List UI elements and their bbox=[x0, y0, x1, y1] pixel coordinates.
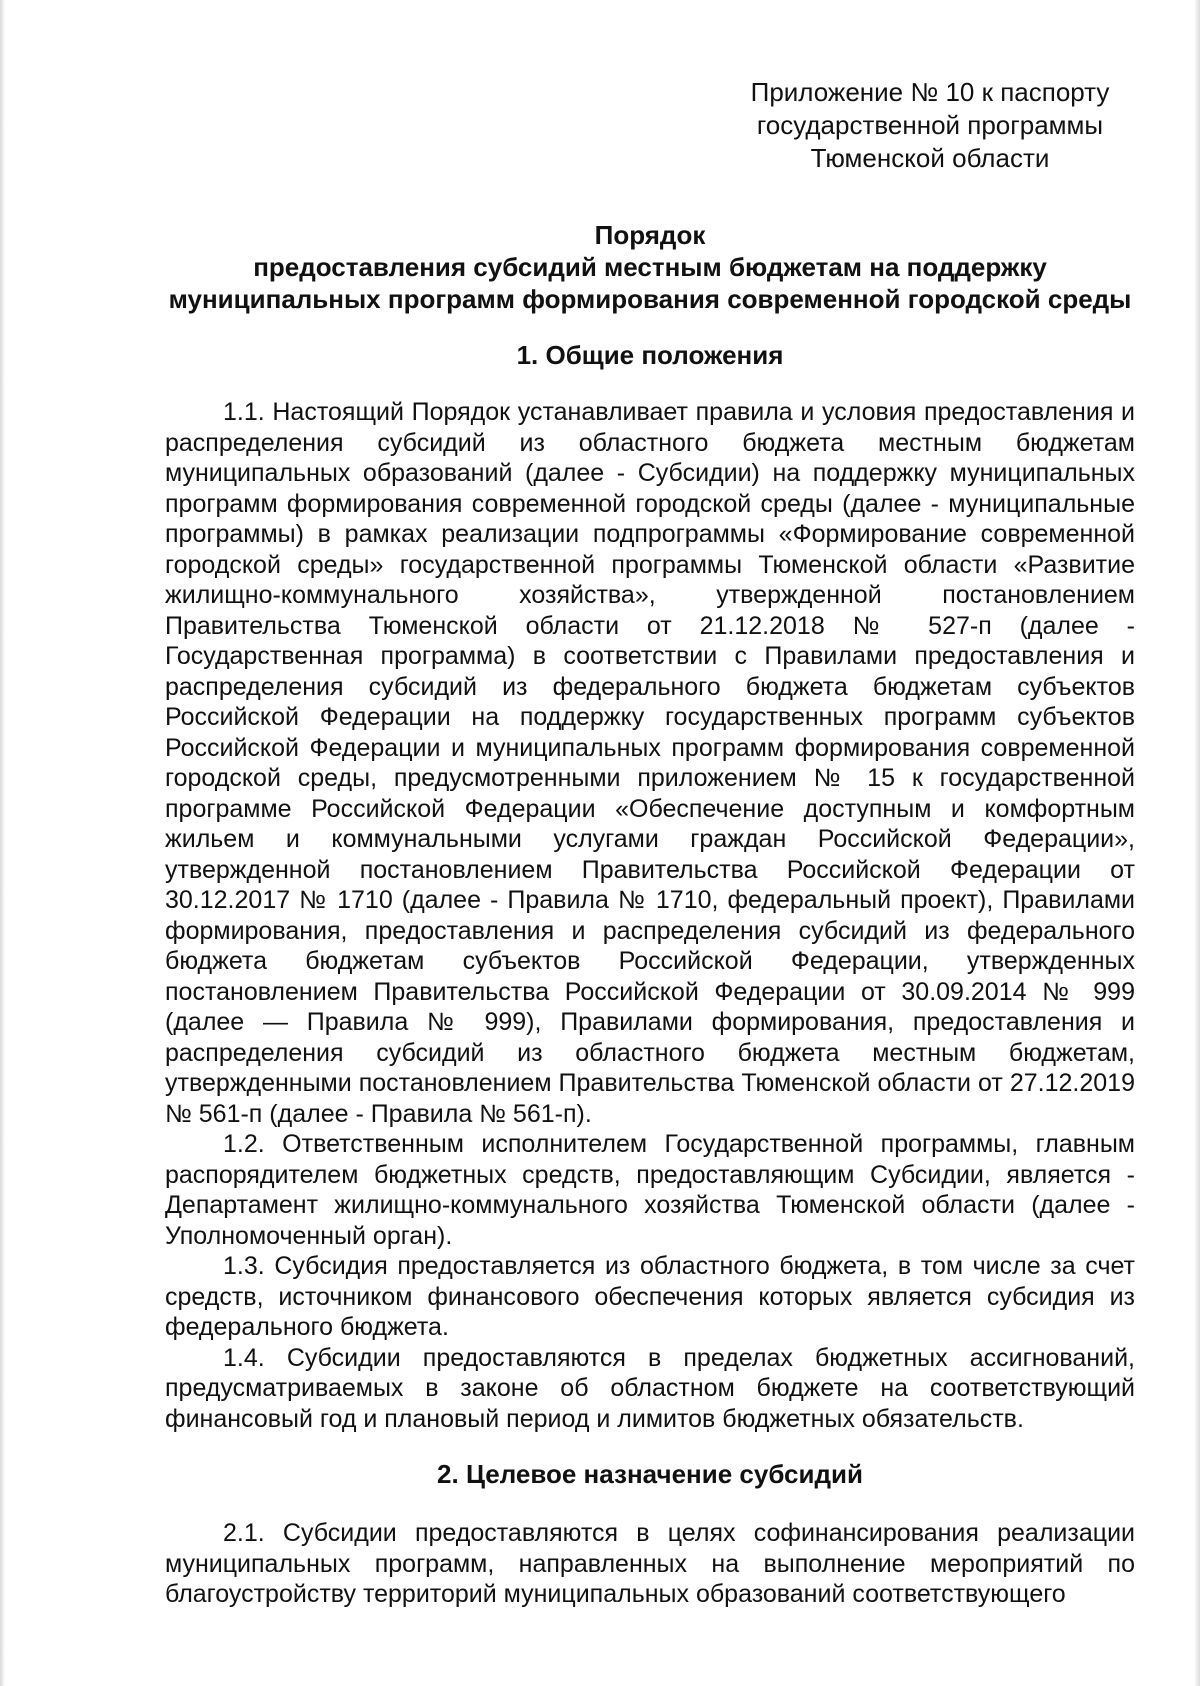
document-content bbox=[165, 76, 1135, 1610]
paragraph-2-1: 2.1. Субсидии предоставляются в целях софинансирования реализации муниципальных программ, направленных на выполнение мероприятий по благоустройству территорий муниципальных образований соответствующего bbox=[165, 1519, 1135, 1608]
section-body bbox=[165, 397, 1135, 1434]
document-title bbox=[165, 219, 1135, 315]
appendix-note bbox=[725, 76, 1135, 175]
appendix-line: государственной программы bbox=[756, 110, 1104, 140]
appendix-line: Приложение № 10 к паспорту bbox=[750, 77, 1110, 107]
title-line: муниципальных программ формирования современной городской среды bbox=[168, 284, 1132, 314]
paragraph-1-1: 1.1. Настоящий Порядок устанавливает правила и условия предоставления и распределения субсидий из областного бюджета местным бюджетам муниципальных образований (далее - Субсидии) на поддержку муниципальных программ формирования современной городской среды (далее - муниципальные программы) в рамках реализации подпрограммы «Формирование современной городской среды» государственной программы Тюменской области «Развитие жилищно-коммунального хозяйства», утвержденной постановлением Правительства Тюменской области от 21.12.2018 № 527-п (далее - Государственная программа) в соответствии с Правилами предоставления и распределения субсидий из федерального бюджета бюджетам субъектов Российской Федерации на поддержку государственных программ субъектов Российской Федерации и муниципальных программ формирования современной городской среды, предусмотренными приложением № 15 к государственной программе Российской Федерации «Обеспечение доступным и комфортным жильем и коммунальными услугами граждан Российской Федерации», утвержденной постановлением Правительства Российской Федерации от 30.12.2017 № 1710 (далее - Правила № 1710, федеральный проект), Правилами формирования, предоставления и распределения субсидий из федерального бюджета бюджетам субъектов Российской Федерации, утвержденных постановлением Правительства Российской Федерации от 30.09.2014 № 999 (далее — Правила № 999), Правилами формирования, предоставления и распределения субсидий из областного бюджета местным бюджетам, утвержденными постановлением Правительства Тюменской области от 27.12.2019 № 561-п (далее - Правила № 561-п). bbox=[165, 398, 1135, 1128]
scan-edge-left bbox=[0, 0, 5, 1686]
section-general-provisions bbox=[165, 339, 1135, 1434]
section-body bbox=[165, 1518, 1135, 1610]
paragraph-1-4: 1.4. Субсидии предоставляются в пределах бюджетных ассигнований, предусматриваемых в законе об областном бюджете на соответствующий финансовый год и плановый период и лимитов бюджетных обязательств. bbox=[165, 1343, 1135, 1433]
section-heading: 2. Целевое назначение субсидий bbox=[437, 1459, 863, 1489]
paragraph-1-3: 1.3. Субсидия предоставляется из областного бюджета, в том числе за счет средств, источником финансового обеспечения которых является субсидия из федерального бюджета. bbox=[165, 1252, 1135, 1341]
scan-edge-right bbox=[1194, 0, 1200, 1686]
section-subsidy-purpose bbox=[165, 1458, 1135, 1610]
title-line: предоставления субсидий местным бюджетам на поддержку bbox=[253, 252, 1047, 282]
appendix-line: Тюменской области bbox=[810, 143, 1050, 173]
paragraph-1-2: 1.2. Ответственным исполнителем Государственной программы, главным распорядителем бюджетных средств, предоставляющим Субсидии, является - Департамент жилищно-коммунального хозяйства Тюменской области (далее - Уполномоченный орган). bbox=[165, 1130, 1135, 1250]
title-line: Порядок bbox=[594, 220, 706, 250]
section-heading: 1. Общие положения bbox=[516, 340, 784, 370]
